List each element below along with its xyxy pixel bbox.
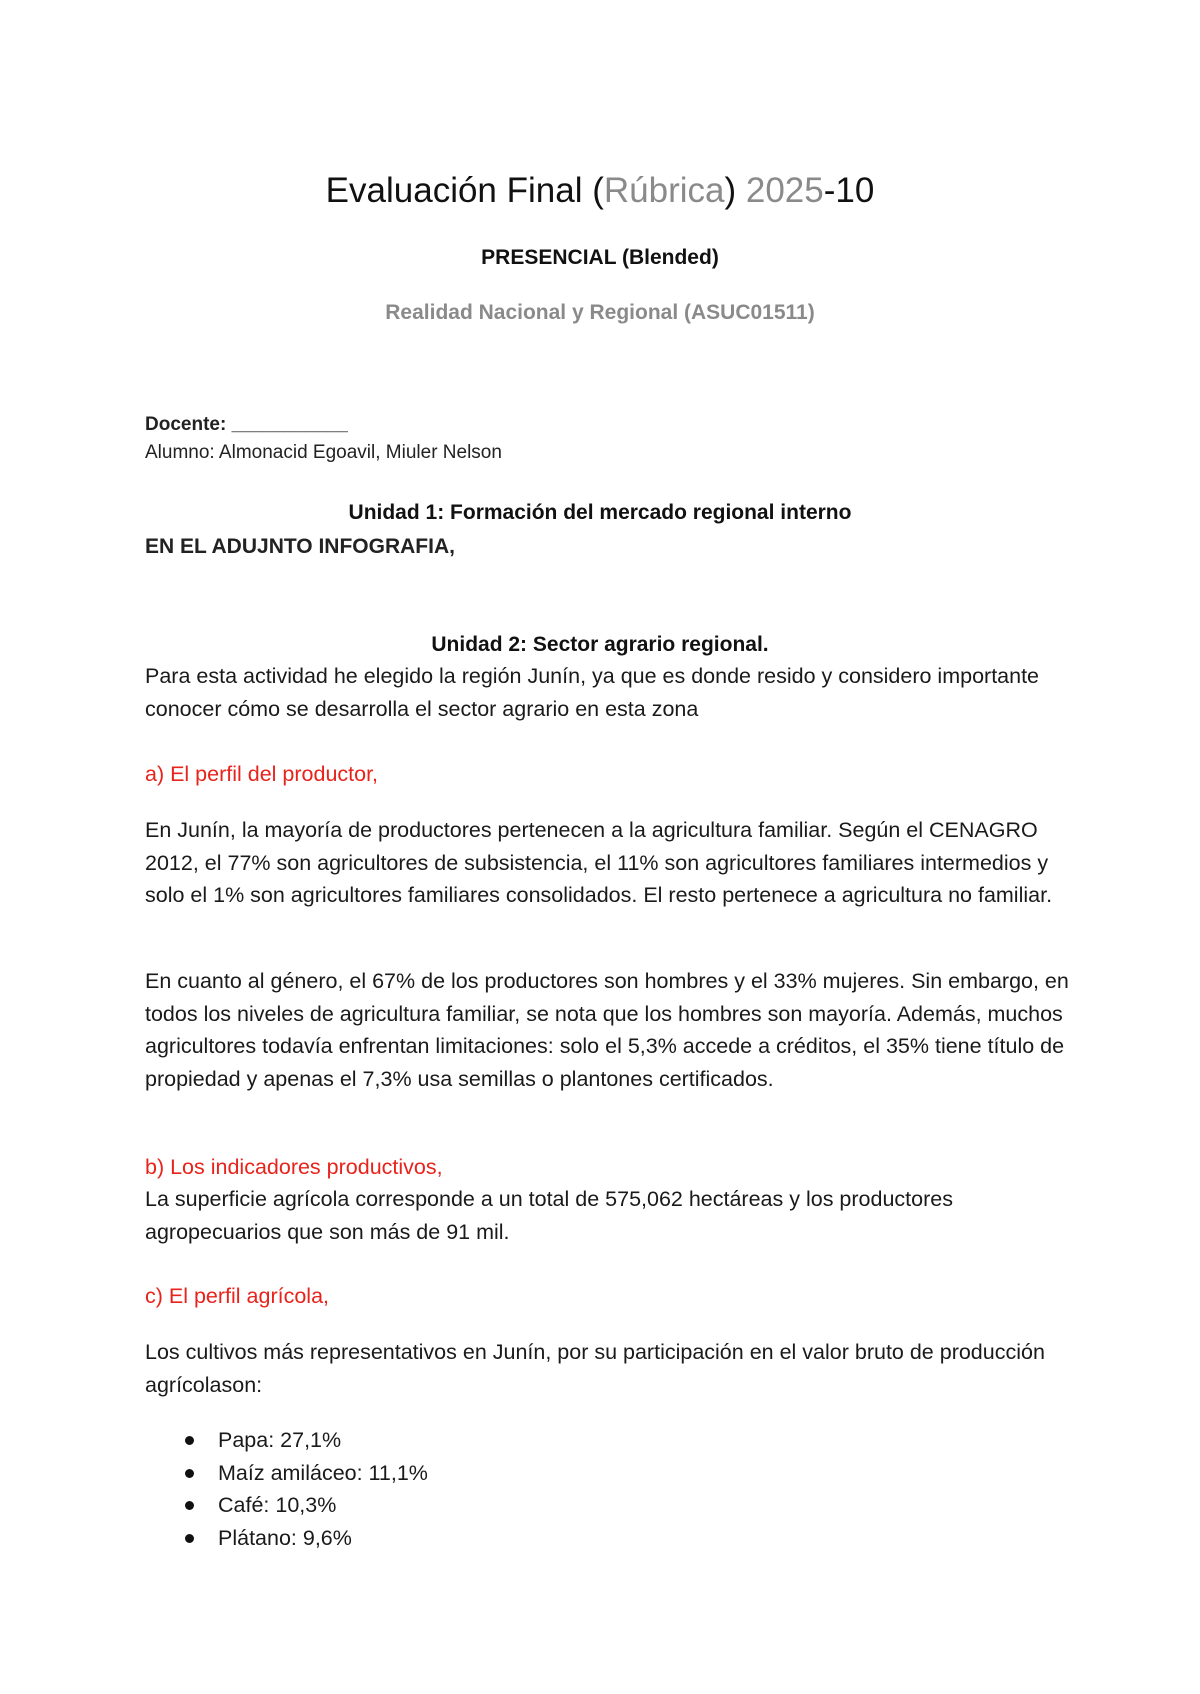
section-c-title: c) El perfil agrícola, — [145, 1284, 330, 1308]
bullet-icon — [185, 1501, 194, 1510]
bullet-icon — [185, 1436, 194, 1445]
section-c-paragraph: Los cultivos más representativos en Junín, por su participación en el valor bruto de producción agrícolason: — [145, 1340, 1045, 1397]
section-a-title: a) El perfil del productor, — [145, 762, 379, 786]
student-name: Alumno: Almonacid Egoavil, Miuler Nelson — [145, 442, 502, 463]
section-b-paragraph: La superficie agrícola corresponde a un total de 575,062 hectáreas y los productores agropecuarios que son más de 91 mil. — [145, 1187, 953, 1244]
unit1-heading: Unidad 1: Formación del mercado regional interno — [348, 501, 852, 524]
unit1-note: EN EL ADUJNTO INFOGRAFIA, — [145, 535, 455, 558]
list-item: Café: 10,3% — [175, 1489, 428, 1522]
unit2-heading: Unidad 2: Sector agrario regional. — [431, 633, 769, 656]
list-item: Maíz amiláceo: 11,1% — [175, 1457, 428, 1490]
section-a-paragraph-2: En cuanto al género, el 67% de los productores son hombres y el 33% mujeres. Sin embargo, en todos los niveles de agricultura familiar, se nota que los hombres son mayoría. Además, muchos agricultores todavía enfrentan limitaciones: solo el 5,3% accede a créditos, el 35% tiene título de propiedad y apenas el 7,3% usa semillas o plantones certificados. — [145, 969, 1069, 1091]
bullet-icon — [185, 1469, 194, 1478]
course-name: Realidad Nacional y Regional (ASUC01511) — [385, 301, 815, 324]
unit2-intro: Para esta actividad he elegido la región Junín, ya que es donde resido y considero importante conocer cómo se desarrolla el sector agrario en esta zona — [145, 664, 1040, 721]
crop-list — [175, 1424, 428, 1554]
list-item: Plátano: 9,6% — [175, 1522, 428, 1555]
section-a-paragraph-1: En Junín, la mayoría de productores pertenecen a la agricultura familiar. Según el CENAGRO 2012, el 77% son agricultores de subsistencia, el 11% son agricultores familiares intermedios y solo el 1% son agricultores familiares consolidados. El resto pertenece a agricultura no familiar. — [145, 818, 1053, 907]
teacher-label: Docente: ___________ — [145, 414, 348, 435]
list-item: Papa: 27,1% — [175, 1424, 428, 1457]
bullet-icon — [185, 1534, 194, 1543]
modality-subtitle: PRESENCIAL (Blended) — [481, 246, 719, 269]
section-b-title: b) Los indicadores productivos, — [145, 1155, 443, 1179]
document-title: Evaluación Final (Rúbrica) 2025-10 — [325, 171, 875, 210]
